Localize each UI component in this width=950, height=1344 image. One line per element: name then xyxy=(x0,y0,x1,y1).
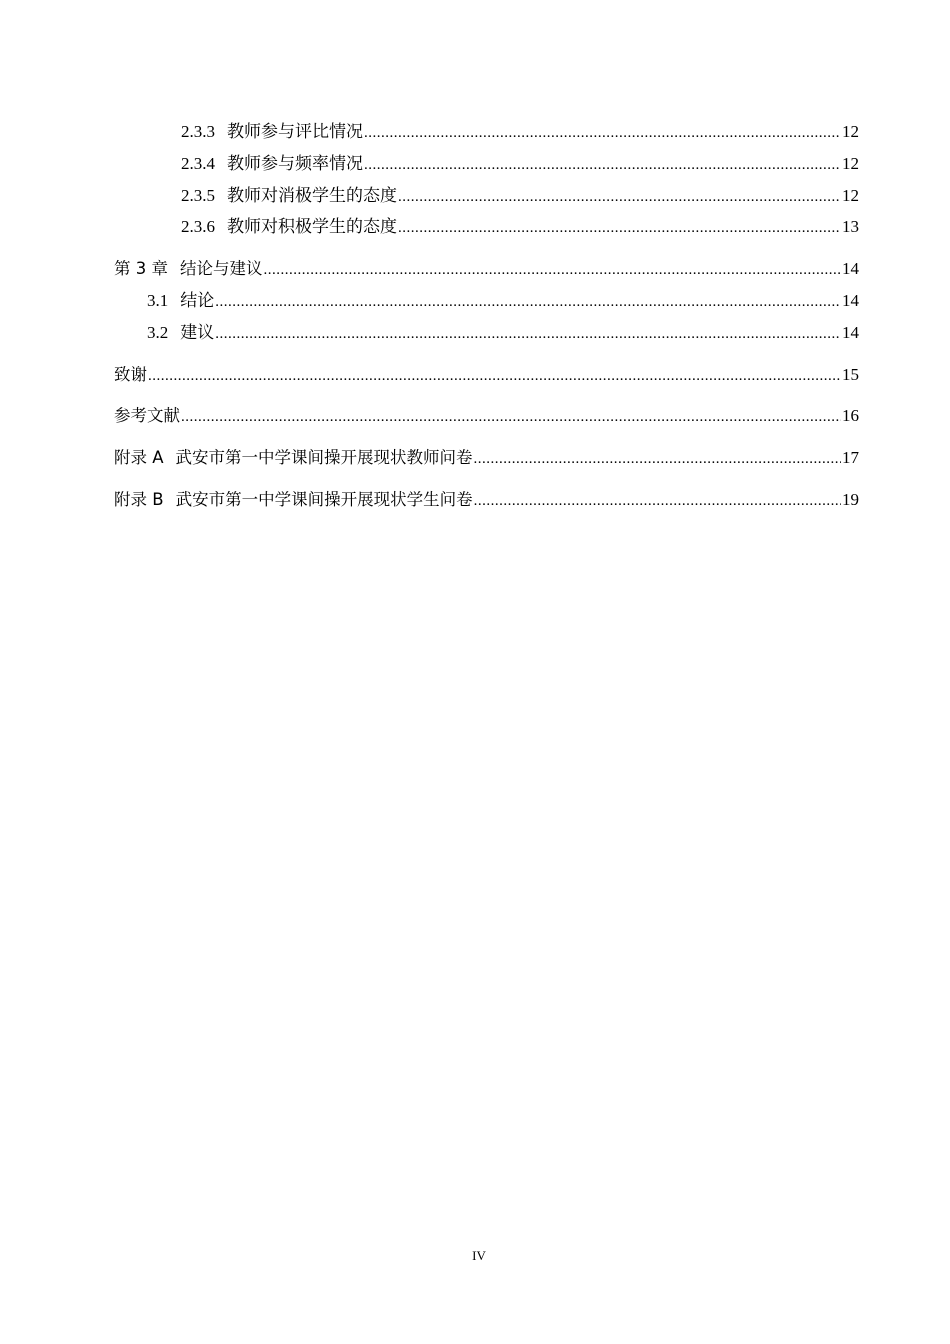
toc-entry-2-3-6[interactable] xyxy=(181,216,859,239)
toc-entry-title: 武安市第一中学课间操开展现状教师问卷 xyxy=(175,448,473,467)
toc-dot-leader xyxy=(474,490,841,512)
toc-entry-3-2[interactable] xyxy=(147,322,859,345)
toc-dot-leader xyxy=(215,323,841,345)
toc-entry-title: 建议 xyxy=(180,323,215,342)
toc-entry-page: 14 xyxy=(842,259,859,278)
toc-entry-page: 16 xyxy=(842,406,859,425)
toc-entry-number: 2.3.5 xyxy=(181,186,215,205)
toc-entry-references[interactable] xyxy=(114,405,859,428)
toc-dot-leader xyxy=(474,448,841,470)
toc-entry-title: 致谢 xyxy=(114,365,147,384)
toc-entry-number: 3.2 xyxy=(147,323,169,342)
toc-entry-number: 第 3 章 xyxy=(114,259,168,278)
toc-dot-leader xyxy=(148,365,841,387)
toc-dot-leader xyxy=(398,186,841,208)
toc-entry-title: 结论与建议 xyxy=(180,259,263,278)
toc-dot-leader xyxy=(264,259,842,281)
toc-entry-title: 教师对消极学生的态度 xyxy=(227,186,397,205)
toc-entry-appendix-a[interactable] xyxy=(114,447,859,470)
toc-entry-2-3-4[interactable] xyxy=(181,153,859,176)
toc-dot-leader xyxy=(398,217,841,239)
toc-entry-page: 14 xyxy=(842,323,859,342)
toc-entry-number: 3.1 xyxy=(147,291,169,310)
toc-entry-3-1[interactable] xyxy=(147,290,859,313)
toc-entry-page: 13 xyxy=(842,217,859,236)
page-number-footer: IV xyxy=(472,1248,486,1263)
toc-dot-leader xyxy=(364,122,841,144)
toc-entry-chapter-3[interactable] xyxy=(114,258,859,281)
toc-entry-number: 2.3.3 xyxy=(181,122,215,141)
toc-entry-acknowledgements[interactable] xyxy=(114,364,859,387)
toc-entry-title: 参考文献 xyxy=(114,406,180,425)
toc-entry-page: 12 xyxy=(842,154,859,173)
toc-entry-page: 12 xyxy=(842,122,859,141)
toc-entry-number: 2.3.6 xyxy=(181,217,215,236)
toc-entry-number: 附录 B xyxy=(114,490,164,509)
toc-entry-page: 19 xyxy=(842,490,859,509)
toc-dot-leader xyxy=(181,406,841,428)
toc-entry-2-3-5[interactable] xyxy=(181,185,859,208)
toc-entry-title: 教师对积极学生的态度 xyxy=(227,217,397,236)
toc-entry-page: 15 xyxy=(842,365,859,384)
toc-dot-leader xyxy=(364,154,841,176)
toc-entry-number: 2.3.4 xyxy=(181,154,215,173)
toc-entry-page: 14 xyxy=(842,291,859,310)
toc-entry-title: 教师参与评比情况 xyxy=(227,122,363,141)
toc-entry-2-3-3[interactable] xyxy=(181,121,859,144)
toc-entry-title: 武安市第一中学课间操开展现状学生问卷 xyxy=(175,490,473,509)
toc-entry-page: 12 xyxy=(842,186,859,205)
toc-entry-title: 结论 xyxy=(180,291,215,310)
toc-entry-appendix-b[interactable] xyxy=(114,489,859,512)
toc-entry-title: 教师参与频率情况 xyxy=(227,154,363,173)
toc-entry-page: 17 xyxy=(842,448,859,467)
toc-entry-number: 附录 A xyxy=(114,448,164,467)
toc-dot-leader xyxy=(215,291,841,313)
